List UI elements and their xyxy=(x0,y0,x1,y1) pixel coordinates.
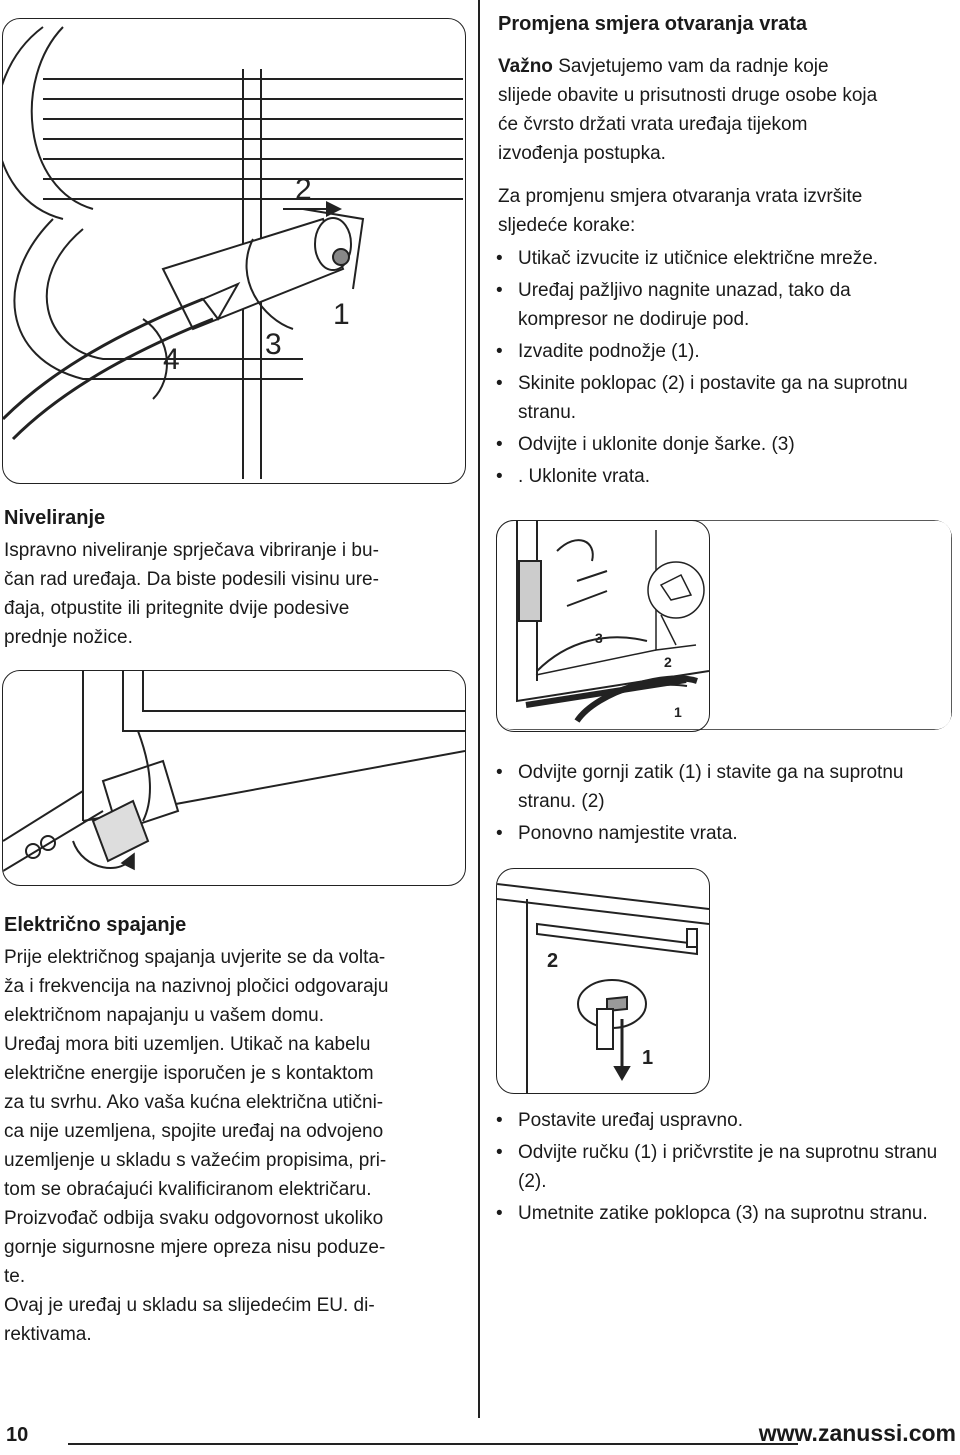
callout-3: 3 xyxy=(265,328,282,361)
elektricno-line: za tu svrhu. Ako vaša kućna električna utični- xyxy=(4,1092,384,1113)
step-item: • Odvijte gornji zatik (1) i stavite ga na suprotnu stranu. (2) xyxy=(490,758,930,816)
important-line: izvođenja postupka. xyxy=(498,143,666,164)
elektricno-heading: Električno spajanje xyxy=(4,914,187,936)
elektricno-line: uzemljenje u skladu s važećim propisima, pri- xyxy=(4,1150,387,1171)
steps-list-1 xyxy=(490,244,930,494)
elektricno-line: ca nije uzemljena, spojite uređaj na odvojeno xyxy=(4,1121,384,1142)
elektricno-line: gornje sigurnosne mjere opreza nisu poduze- xyxy=(4,1237,386,1258)
callout-1: 1 xyxy=(333,298,350,331)
elektricno-line: tom se obraćajući kvalificiranom električaru. xyxy=(4,1179,372,1200)
step-item: • Odvijte ručku (1) i pričvrstite je na suprotnu stranu (2). xyxy=(490,1138,960,1196)
fig2-callout-1: 1 xyxy=(674,704,682,720)
step-item: • Skinite poklopac (2) i postavite ga na suprotnu stranu. xyxy=(490,369,930,427)
elektricno-paragraph xyxy=(4,943,470,1349)
important-paragraph xyxy=(498,52,960,168)
important-line: će čvrsto držati vrata uređaja tijekom xyxy=(498,114,808,135)
fig3-callout-2: 2 xyxy=(547,950,559,972)
elektricno-line: Proizvođač odbija svaku odgovornost ukoliko xyxy=(4,1208,384,1229)
intro-paragraph xyxy=(498,182,960,240)
niveliranje-line: Ispravno niveliranje sprječava vibriranje i bu- xyxy=(4,540,379,561)
callout-4: 4 xyxy=(163,343,180,376)
important-line: slijede obavite u prisutnosti druge osobe koja xyxy=(498,85,878,106)
step-item: • Izvadite podnožje (1). xyxy=(490,337,930,366)
elektricno-line: te. xyxy=(4,1266,26,1287)
niveliranje-line: đaja, otpustite ili pritegnite dvije podesive xyxy=(4,598,350,619)
step-item: • Postavite uređaj uspravno. xyxy=(490,1106,960,1135)
elektricno-line: Prije električnog spajanja uvjerite se da volta- xyxy=(4,947,386,968)
handle-pin-illustration xyxy=(496,868,710,1094)
intro-line: Za promjenu smjera otvaranja vrata izvršite xyxy=(498,186,863,207)
door-reversal-heading: Promjena smjera otvaranja vrata xyxy=(498,13,808,35)
leveling-foot-illustration xyxy=(2,670,466,886)
adjustable-feet-illustration xyxy=(2,18,466,484)
step-item: • Umetnite zatike poklopca (3) na suprotnu stranu. xyxy=(490,1199,960,1228)
niveliranje-paragraph xyxy=(4,536,470,652)
elektricno-line: električne energije isporučen je s kontaktom xyxy=(4,1063,374,1084)
steps-list-3 xyxy=(490,1106,960,1231)
elektricno-line: Ovaj je uređaj u skladu sa slijedećim EU. di- xyxy=(4,1295,375,1316)
niveliranje-line: čan rad uređaja. Da biste podesili visinu ure- xyxy=(4,569,379,590)
intro-line: sljedeće korake: xyxy=(498,215,636,236)
elektricno-line: rektivama. xyxy=(4,1324,92,1345)
pin-drawing xyxy=(497,869,709,1093)
elektricno-line: električnom napajanju u vašem domu. xyxy=(4,1005,325,1026)
elektricno-line: ža i frekvencija na nazivnoj pločici odgovaraju xyxy=(4,976,389,997)
step-item: • Utikač izvucite iz utičnice električne mreže. xyxy=(490,244,930,273)
footer-rule xyxy=(68,1443,798,1445)
niveliranje-heading: Niveliranje xyxy=(4,507,106,529)
step-item: • Odvijte i uklonite donje šarke. (3) xyxy=(490,430,930,459)
important-label: Važno xyxy=(498,56,553,77)
fig2-callout-2: 2 xyxy=(664,654,672,670)
steps-list-2 xyxy=(490,758,930,851)
fig2-callout-3: 3 xyxy=(595,630,603,646)
fig3-callout-1: 1 xyxy=(642,1047,654,1069)
step-item: • Ponovno namjestite vrata. xyxy=(490,819,930,848)
niveliranje-line: prednje nožice. xyxy=(4,627,133,648)
step-item: • . Uklonite vrata. xyxy=(490,462,930,491)
step-item: • Uređaj pažljivo nagnite unazad, tako da kompresor ne dodiruje pod. xyxy=(490,276,930,334)
cover-removal-illustration xyxy=(496,520,952,730)
page-number: 10 xyxy=(6,1424,29,1446)
website-link[interactable]: www.zanussi.com xyxy=(758,1420,956,1446)
important-line: Savjetujemo vam da radnje koje xyxy=(558,56,829,77)
elektricno-line: Uređaj mora biti uzemljen. Utikač na kabelu xyxy=(4,1034,371,1055)
callout-2: 2 xyxy=(295,173,312,206)
foot-drawing xyxy=(3,671,465,885)
column-divider xyxy=(478,0,480,1418)
cover-drawing xyxy=(496,520,952,730)
shelf-screwdriver-drawing xyxy=(3,19,465,483)
